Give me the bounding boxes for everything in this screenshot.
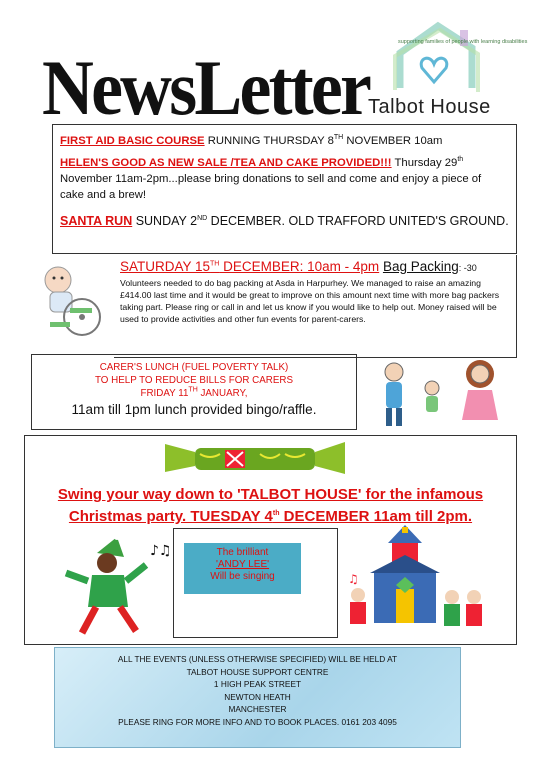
andy-line-2: 'ANDY LEE' bbox=[215, 559, 270, 570]
carers-lunch-line-1: CARER'S LUNCH (FUEL POVERTY TALK) bbox=[99, 362, 289, 373]
logo-name: Talbot House bbox=[368, 96, 491, 118]
sale-paragraph bbox=[60, 155, 509, 203]
carers-lunch-box bbox=[31, 354, 357, 430]
christmas-party-line-2-sup: th bbox=[272, 510, 280, 517]
sale-sup: th bbox=[457, 156, 464, 164]
carers-lunch-date-sup: TH bbox=[188, 386, 198, 394]
sale-line-3: cake and a brew! bbox=[60, 189, 147, 201]
church-carol-singers-icon bbox=[344, 525, 494, 637]
bag-packing-date-tail: DECEMBER: 10am - 4pm bbox=[219, 259, 380, 274]
andy-lee-box bbox=[184, 543, 301, 594]
carers-lunch-line-4: 11am till 1pm lunch provided bingo/raffle. bbox=[71, 402, 317, 417]
christmas-party-text bbox=[24, 484, 517, 528]
events-box-1 bbox=[52, 124, 517, 254]
footer-line-5: MANCHESTER bbox=[228, 704, 287, 714]
carers-lunch-line-3 bbox=[32, 387, 356, 400]
christmas-party-line-2-a: Christmas party. TUESDAY 4 bbox=[68, 508, 273, 525]
footer-line-6: PLEASE RING FOR MORE INFO AND TO BOOK PLACES. 0161 203 4095 bbox=[118, 716, 397, 727]
santa-text: SUNDAY 2 bbox=[132, 214, 198, 228]
santa-sup: ND bbox=[197, 214, 208, 222]
first-aid-tail: NOVEMBER 10am bbox=[343, 135, 443, 147]
christmas-party-line-1: Swing your way down to 'TALBOT HOUSE' for the infamous bbox=[57, 486, 484, 503]
first-aid-text: RUNNING THURSDAY 8 bbox=[204, 135, 334, 147]
santa-tail: DECEMBER. OLD TRAFFORD UNITED'S GROUND. bbox=[207, 214, 509, 228]
bag-packing-event: Bag Packing bbox=[382, 259, 459, 274]
baby-wheelchair-icon bbox=[30, 262, 112, 342]
bag-packing-event-tail: : -30 bbox=[458, 263, 477, 273]
sale-title: HELEN'S GOOD AS NEW SALE /TEA AND CAKE PROVIDED!!! bbox=[60, 157, 392, 169]
carers-lunch-date: FRIDAY 11 bbox=[140, 388, 189, 399]
bag-packing-heading bbox=[120, 259, 510, 274]
bag-packing-box bbox=[114, 255, 517, 358]
first-aid-sup: TH bbox=[333, 134, 344, 142]
family-illustration-icon bbox=[372, 354, 522, 434]
carers-lunch-date-tail: JANUARY, bbox=[197, 388, 248, 399]
venue-footer bbox=[54, 647, 461, 748]
santa-title: SANTA RUN bbox=[60, 214, 133, 228]
bag-packing-date-sup: TH bbox=[210, 260, 220, 268]
first-aid-title: FIRST AID BASIC COURSE bbox=[60, 135, 205, 147]
footer-line-4: NEWTON HEATH bbox=[224, 691, 291, 702]
logo-tagline: supporting families of people with learning disabilities bbox=[398, 39, 528, 45]
sale-text: Thursday 29 bbox=[391, 157, 458, 169]
svg-text:♫: ♫ bbox=[348, 572, 359, 586]
newsletter-title: NewsLetter bbox=[42, 44, 370, 131]
santa-run-line bbox=[60, 213, 509, 229]
footer-line-1: ALL THE EVENTS (UNLESS OTHERWISE SPECIFIED) WILL BE HELD AT bbox=[117, 654, 398, 664]
christmas-party-line-2-b: DECEMBER 11am till 2pm. bbox=[279, 508, 473, 525]
bag-packing-date: SATURDAY 15 bbox=[120, 259, 211, 274]
first-aid-line bbox=[60, 133, 509, 149]
footer-line-2: TALBOT HOUSE SUPPORT CENTRE bbox=[186, 666, 329, 677]
andy-line-3: Will be singing bbox=[210, 571, 275, 582]
bag-packing-body: Volunteers needed to do bag packing at Asda in Harpurhey. We managed to raise an amazing £414.00 last time and it would be great to improve on this amount next time with more bag packers taking part. Please ring or call in and let us know if you would like to help out. Money raised will be used to provide activities and other fun events for parent-carers. bbox=[120, 278, 500, 324]
svg-text:♪♫: ♪♫ bbox=[150, 543, 172, 559]
sale-line-2: November 11am-2pm...please bring donations to sell and come and enjoy a piece of bbox=[60, 173, 482, 185]
dancing-elf-icon bbox=[62, 535, 172, 640]
carers-lunch-line-2: TO HELP TO REDUCE BILLS FOR CARERS bbox=[95, 375, 293, 386]
christmas-cracker-icon bbox=[165, 440, 345, 475]
footer-line-3: 1 HIGH PEAK STREET bbox=[213, 679, 302, 689]
andy-line-1: The brilliant bbox=[216, 547, 269, 558]
